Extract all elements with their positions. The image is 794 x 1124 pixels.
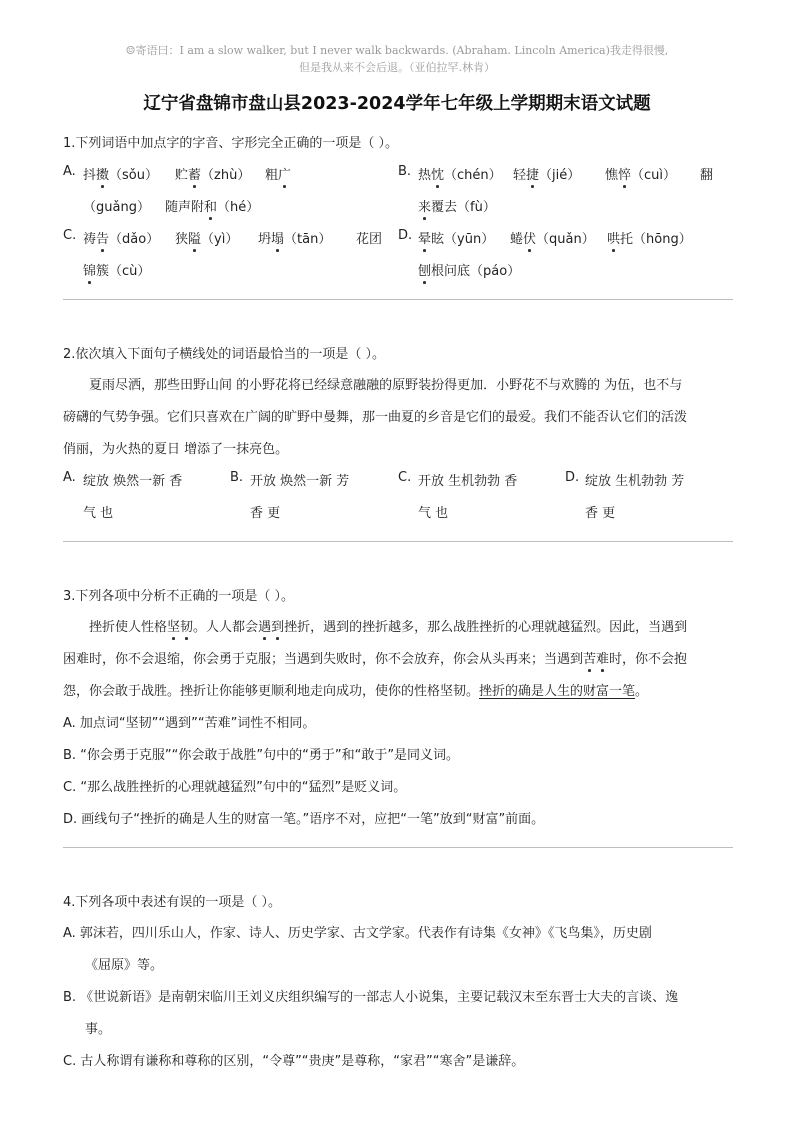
- q3-option-d: D. 画线句子“挫折的确是人生的财富一笔。”语序不对，应把“一笔”放到“财富”前面。: [63, 812, 545, 827]
- q1-option-a-label: A.: [63, 164, 76, 179]
- q3-option-c: C. “那么战胜挫折的心理就越猛烈”句中的“猛烈”是贬义词。: [63, 780, 407, 795]
- q2-passage-line-1: 夏雨尽洒，那些田野山间 的小野花将已经绿意融融的原野装扮得更加．小野花不与欢腾的 为伍，也不与: [89, 378, 683, 393]
- q2-option-c-label: C.: [398, 470, 412, 485]
- q2-option-d-label: D.: [565, 470, 580, 485]
- divider-1: [63, 299, 733, 300]
- divider-2: [63, 541, 733, 542]
- q1-option-d-word-2: 蜷伏（quǎn）: [510, 232, 595, 247]
- q1-option-d-word-4: 刨根问底（páo）: [418, 264, 521, 279]
- q4-option-b-line-2: 事。: [85, 1022, 112, 1037]
- smiley-icon: ☺: [125, 44, 136, 57]
- question-4-stem: 4.下列各项中表述有误的一项是（ ）。: [63, 895, 282, 910]
- q2-passage-line-2: 磅礴的气势争强。它们只喜欢在广阔的旷野中曼舞，那一曲夏的乡音是它们的最爱。我们不能否认它们的活泼: [63, 410, 688, 425]
- underlined-sentence: 挫折的确是人生的财富一笔: [479, 684, 636, 699]
- q2-passage-line-3: 俏丽，为火热的夏日 增添了一抹亮色。: [63, 442, 289, 457]
- q2-option-d-line-2: 香 更: [585, 506, 616, 521]
- q2-option-b-label: B.: [230, 470, 244, 485]
- q1-option-c-word-4b: 锦簇（cù）: [83, 264, 151, 279]
- q1-option-c-word-4a: 花团: [356, 232, 383, 247]
- q1-option-b-label: B.: [398, 164, 412, 179]
- q2-option-a-line-1: 绽放 焕然一新 香: [83, 474, 183, 489]
- q2-option-b-line-2: 香 更: [250, 506, 281, 521]
- page-title: 辽宁省盘锦市盘山县2023-2024学年七年级上学期期末语文试题: [143, 94, 651, 114]
- q2-option-d-line-1: 绽放 生机勃勃 芳: [585, 474, 685, 489]
- q3-option-a: A. 加点词“坚韧”“遇到”“苦难”词性不相同。: [63, 716, 316, 731]
- q1-option-a-word-1: 抖擞（sǒu）: [83, 168, 158, 183]
- q1-option-a-word-4: 随声附和（hé）: [165, 200, 260, 215]
- q1-option-c-word-1: 祷告（dǎo）: [83, 232, 160, 247]
- q2-option-c-line-2: 气 也: [418, 506, 449, 521]
- q1-option-c-label: C.: [63, 228, 77, 243]
- q2-option-c-line-1: 开放 生机勃勃 香: [418, 474, 518, 489]
- q3-passage-line-2: 困难时，你不会退缩，你会勇于克服；当遇到失败时，你不会放弃，你会从头再来；当遇到苦难时，你不会抱: [63, 652, 688, 667]
- q1-option-b-word-4a: 翻: [700, 168, 714, 183]
- q1-option-b-word-2: 轻捷（jié）: [513, 168, 581, 183]
- q1-option-c-word-2: 狭隘（yì）: [175, 232, 239, 247]
- q2-option-a-label: A.: [63, 470, 76, 485]
- q2-option-b-line-1: 开放 焕然一新 芳: [250, 474, 350, 489]
- q1-option-d-label: D.: [398, 228, 413, 243]
- motto-line-1: ☺寄语曰：I am a slow walker, but I never walk backwards. (Abraham. Lincoln America)我走得很慢,: [125, 44, 669, 57]
- q1-option-b-word-1: 热忱（chén）: [418, 168, 502, 183]
- q1-option-b-word-3: 憔悴（cuì）: [605, 168, 677, 183]
- question-2-stem: 2.依次填入下面句子横线处的词语最恰当的一项是（ ）。: [63, 347, 386, 362]
- q1-option-d-word-1: 晕眩（yūn）: [418, 232, 495, 247]
- q1-option-d-word-3: 哄托（hōng）: [607, 232, 692, 247]
- q1-option-b-word-4b: 来覆去（fù）: [418, 200, 496, 215]
- q1-option-a-word-3-pinyin: （guǎng）: [83, 200, 150, 215]
- q3-passage-line-1: 挫折使人性格坚韧。人人都会遇到挫折，遇到的挫折越多，那么战胜挫折的心理就越猛烈。因此，当遇到: [89, 620, 688, 635]
- q1-option-a-word-3: 粗广: [265, 168, 292, 183]
- q4-option-a-line-1: A. 郭沫若，四川乐山人，作家、诗人、历史学家、古文学家。代表作有诗集《女神》《飞鸟集》，历史剧: [63, 926, 652, 941]
- q2-option-a-line-2: 气 也: [83, 506, 114, 521]
- motto-line-2: 但是我从来不会后退。（亚伯拉罕.林肯）: [299, 61, 495, 74]
- q4-option-b-line-1: B. 《世说新语》是南朝宋临川王刘义庆组织编写的一部志人小说集，主要记载汉末至东晋士大夫的言谈、逸: [63, 990, 679, 1005]
- divider-3: [63, 847, 733, 848]
- question-1-stem: 1.下列词语中加点字的字音、字形完全正确的一项是（ ）。: [63, 136, 399, 151]
- q3-passage-line-3: 怨，你会敢于战胜。挫折让你能够更顺利地走向成功，使你的性格坚韧。挫折的确是人生的财富一笔。: [63, 684, 649, 699]
- q1-option-c-word-3: 坍塌（tān）: [258, 232, 332, 247]
- q4-option-a-line-2: 《屈原》等。: [85, 958, 164, 973]
- q4-option-c-line-1: C. 古人称谓有谦称和尊称的区别，“令尊”“贵庚”是尊称，“家君”“寒舍”是谦辞。: [63, 1054, 525, 1069]
- question-3-stem: 3.下列各项中分析不正确的一项是（ ）。: [63, 589, 295, 604]
- q3-option-b: B. “你会勇于克服”“你会敢于战胜”句中的“勇于”和“敢于”是同义词。: [63, 748, 460, 763]
- q1-option-a-word-2: 贮蓄（zhù）: [175, 168, 251, 183]
